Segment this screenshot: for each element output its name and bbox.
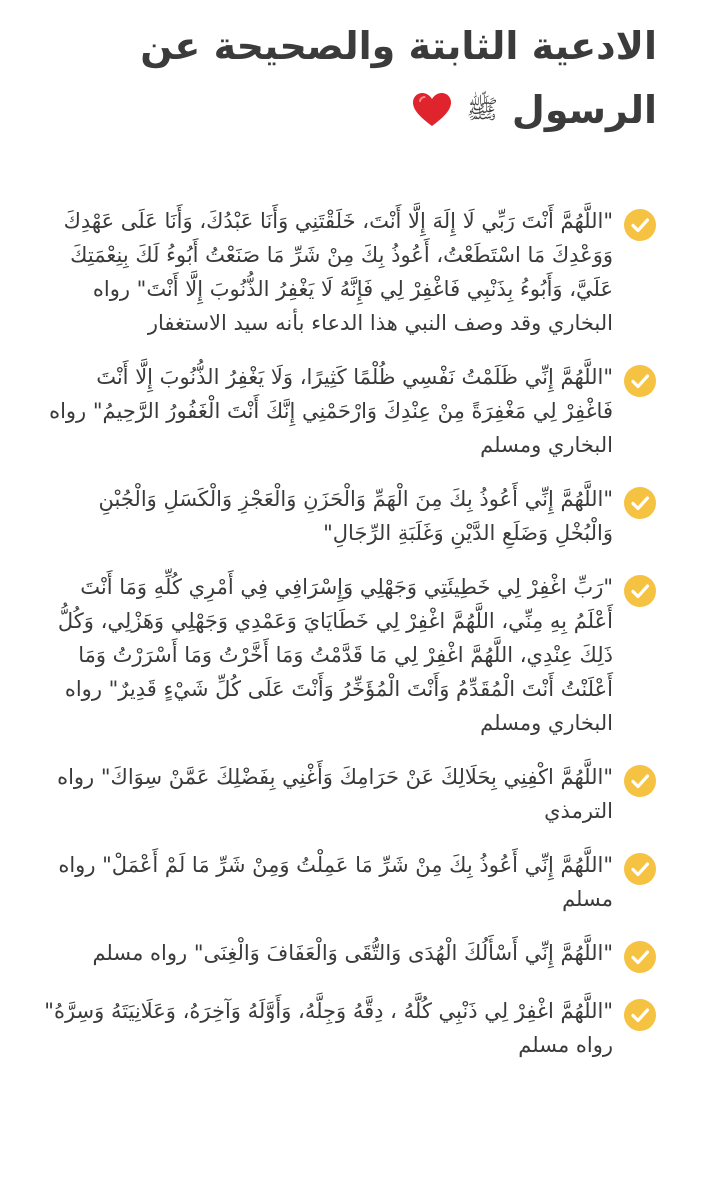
list-item (40, 482, 657, 550)
title-line-two (40, 78, 657, 142)
dua-text: "اللَّهُمَّ إِنِّي أَعُوذُ بِكَ مِنْ شَرِّ مَا عَمِلْتُ وَمِنْ شَرِّ مَا لَمْ أَعْمَلْ" رواه مسلم (58, 853, 613, 911)
list-item (40, 994, 657, 1062)
dua-text: "اللَّهُمَّ إِنِّي أَسْأَلُكَ الْهُدَى وَالتُّقَى وَالْعَفَافَ وَالْغِنَى" رواه مسلم (92, 941, 613, 965)
list-item (40, 936, 657, 974)
check-circle-icon (623, 940, 657, 974)
check-circle-icon (623, 486, 657, 520)
check-circle-icon (623, 208, 657, 242)
dua-text: "اللَّهُمَّ أَنْتَ رَبِّي لَا إِلَهَ إِلَّا أَنْتَ، خَلَقْتَنِي وَأَنَا عَبْدُكَ، وَأَنَا عَلَى عَهْدِكَ وَوَعْدِكَ مَا اسْتَطَعْتُ، أَعُوذُ بِكَ مِنْ شَرِّ مَا صَنَعْتُ أَبُوءُ لَكَ بِنِعْمَتِكَ عَلَيَّ، وَأَبُوءُ بِذَنْبِي فَاغْفِرْ لِي فَإِنَّهُ لَا يَغْفِرُ الذُّنُوبَ إِلَّا أَنْتَ" رواه البخاري وقد وصف النبي هذا الدعاء بأنه سيد الاستغفار (63, 209, 613, 335)
title-line-one: الادعية الثابتة والصحيحة عن (140, 24, 657, 68)
red-heart-icon (412, 92, 452, 128)
dua-text: "اللَّهُمَّ اكْفِنِي بِحَلَالِكَ عَنْ حَرَامِكَ وَأَغْنِي بِفَضْلِكَ عَمَّنْ سِوَاكَ" رواه الترمذي (57, 765, 613, 823)
dua-list (40, 204, 657, 1062)
dua-text: "اللَّهُمَّ إِنِّي ظَلَمْتُ نَفْسِي ظُلْمًا كَثِيرًا، وَلَا يَغْفِرُ الذُّنُوبَ إِلَّا أَنْتَ فَاغْفِرْ لِي مَغْفِرَةً مِنْ عِنْدِكَ وَارْحَمْنِي إِنَّكَ أَنْتَ الْغَفُورُ الرَّحِيمُ" رواه البخاري ومسلم (49, 365, 613, 457)
dua-text: "اللَّهُمَّ اغْفِرْ لِي ذَنْبِي كُلَّهُ ، دِقَّهُ وَجِلَّهُ، وَأَوَّلَهُ وَآخِرَهُ، وَعَلَانِيَتَهُ وَسِرَّهُ" رواه مسلم (44, 999, 613, 1057)
dua-text: "رَبِّ اغْفِرْ لِي خَطِيئَتِي وَجَهْلِي وَإِسْرَافِي فِي أَمْرِي كُلِّهِ وَمَا أَنْتَ أَعْلَمُ بِهِ مِنِّي، اللَّهُمَّ اغْفِرْ لِي خَطَايَايَ وَعَمْدِي وَجَهْلِي وَهَزْلِي، وَكُلُّ ذَلِكَ عِنْدِي، اللَّهُمَّ اغْفِرْ لِي مَا قَدَّمْتُ وَمَا أَخَّرْتُ وَمَا أَسْرَرْتُ وَمَا أَعْلَنْتُ أَنْتَ الْمُقَدِّمُ وَأَنْتَ الْمُؤَخِّرُ وَأَنْتَ عَلَى كُلِّ شَيْءٍ قَدِيرٌ" رواه البخاري ومسلم (57, 575, 613, 735)
check-circle-icon (623, 574, 657, 608)
page-title (40, 14, 657, 142)
check-circle-icon (623, 852, 657, 886)
list-item (40, 848, 657, 916)
list-item (40, 760, 657, 828)
list-item (40, 204, 657, 340)
check-circle-icon (623, 364, 657, 398)
check-circle-icon (623, 998, 657, 1032)
salawat-symbol: ﷺ (466, 95, 498, 125)
title-word-rasul: الرسول (511, 88, 657, 132)
check-circle-icon (623, 764, 657, 798)
list-item (40, 360, 657, 462)
list-item (40, 570, 657, 740)
dua-text: "اللَّهُمَّ إِنِّي أَعُوذُ بِكَ مِنَ الْهَمِّ وَالْحَزَنِ وَالْعَجْزِ وَالْكَسَلِ وَالْجُبْنِ وَالْبُخْلِ وَضَلَعِ الدَّيْنِ وَغَلَبَةِ الرِّجَالِ" (98, 487, 613, 545)
